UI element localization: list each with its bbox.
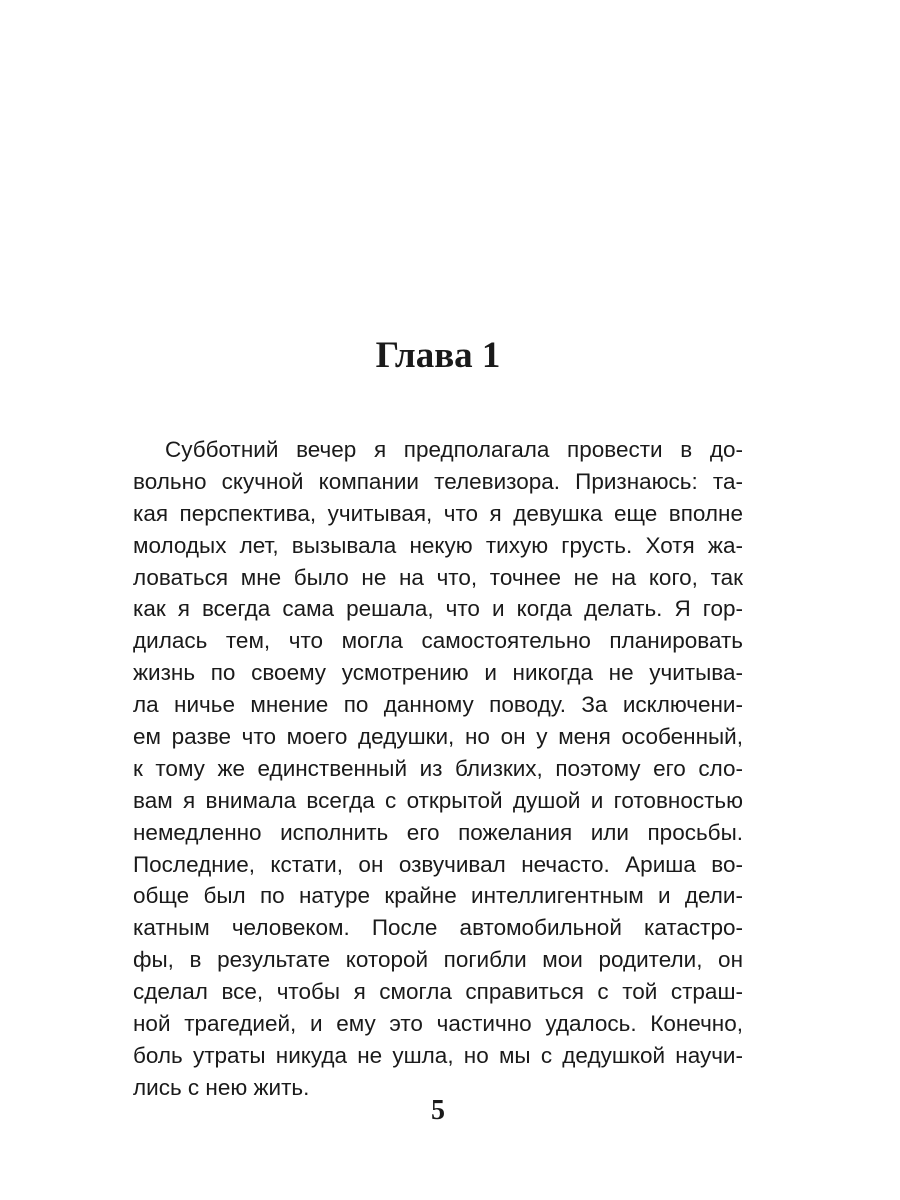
paragraph-line: катным человеком. После автомобильной катастро- bbox=[133, 915, 743, 941]
paragraph-line: дилась тем, что могла самостоятельно планировать bbox=[133, 628, 743, 654]
paragraph-line: обще был по натуре крайне интеллигентным и дели- bbox=[133, 883, 743, 909]
paragraph-line: жизнь по своему усмотрению и никогда не учитыва- bbox=[133, 660, 743, 686]
paragraph-line: ловаться мне было не на что, точнее не на кого, так bbox=[133, 564, 743, 590]
paragraph-line: к тому же единственный из близких, поэтому его сло- bbox=[133, 755, 743, 781]
paragraph-line: как я всегда сама решала, что и когда делать. Я гор- bbox=[133, 596, 743, 622]
paragraph-line: сделал все, чтобы я смогла справиться с той страш- bbox=[133, 979, 743, 1005]
paragraph-line: боль утраты никуда не ушла, но мы с дедушкой научи- bbox=[133, 1042, 743, 1068]
paragraph-line: ла ничье мнение по данному поводу. За исключени- bbox=[133, 692, 743, 718]
chapter-title: Глава 1 bbox=[375, 335, 501, 376]
paragraph-line: немедленно исполнить его пожелания или просьбы. bbox=[133, 819, 743, 845]
paragraph-line: кая перспектива, учитывая, что я девушка еще вполне bbox=[133, 500, 743, 526]
page-number: 5 bbox=[431, 1095, 445, 1126]
paragraph-line: ем разве что моего дедушки, но он у меня особенный, bbox=[133, 724, 743, 750]
paragraph-line: молодых лет, вызывала некую тихую грусть. Хотя жа- bbox=[133, 532, 743, 558]
paragraph-line: Субботний вечер я предполагала провести в до- bbox=[165, 437, 743, 462]
chapter-paragraph bbox=[133, 434, 743, 1104]
paragraph-line: Последние, кстати, он озвучивал нечасто. Ариша во- bbox=[133, 851, 743, 877]
paragraph-line: фы, в результате которой погибли мои родители, он bbox=[133, 947, 743, 973]
paragraph-line: лись с нею жить. bbox=[133, 1074, 310, 1100]
paragraph-line: вам я внимала всегда с открытой душой и готовностью bbox=[133, 787, 743, 813]
paragraph-line: ной трагедией, и ему это частично удалось. Конечно, bbox=[133, 1011, 743, 1037]
paragraph-line: вольно скучной компании телевизора. Признаюсь: та- bbox=[133, 468, 743, 494]
